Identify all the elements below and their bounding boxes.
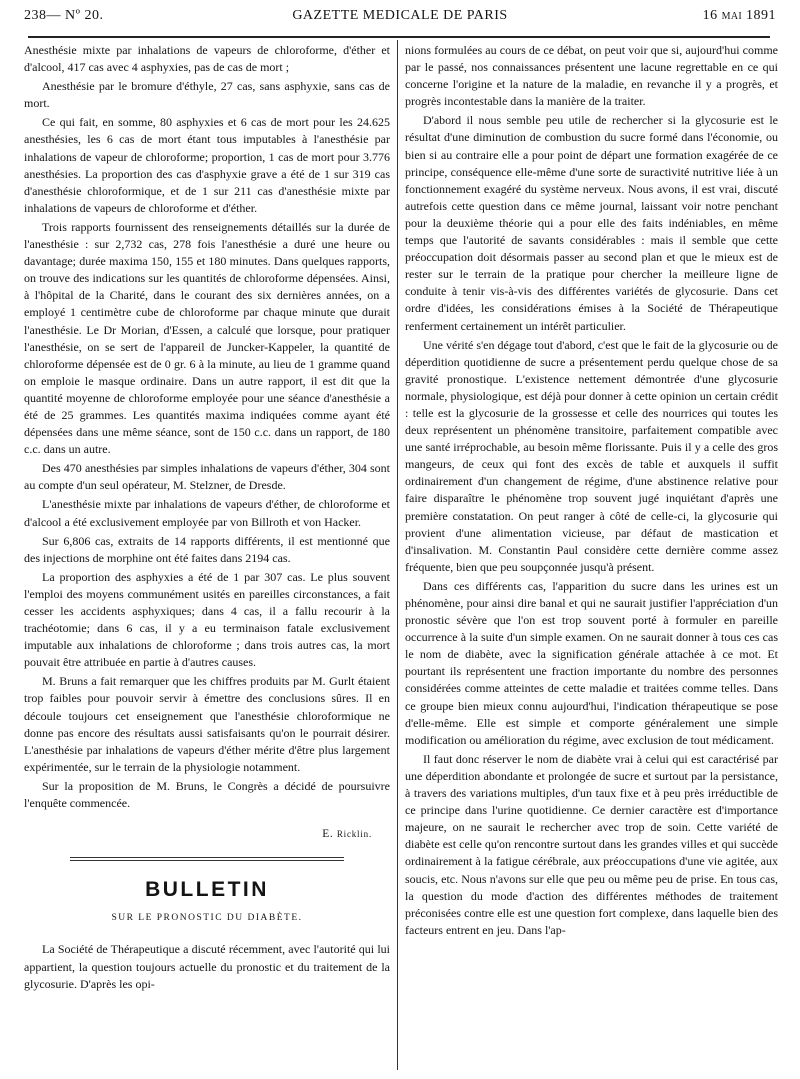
- column-divider: [397, 40, 398, 1070]
- bulletin-intro: La Société de Thérapeutique a discuté récemment, avec l'autorité qui lui appartient, la question toujours actuelle du pronostic et du traitement de la glycosurie. D'après les opi-: [24, 942, 390, 991]
- left-paragraph: Ce qui fait, en somme, 80 asphyxies et 6 cas de mort pour les 24.625 anesthésies, les 6 cas de mort étant tous imputables à l'anesthésie par inhalations de vapeur de chloroforme; proportion, 1 cas de mort pour 3.776 anesthésies. La proportion des cas d'asphyxie grave a été de 1 sur 319 cas d'anesthésie chloroformique, et de 1 sur 211 cas d'anesthésie mixte par inhalations de vapeurs de chloroforme et d'éther.: [24, 115, 390, 215]
- section-divider: [70, 857, 344, 861]
- article-signature: [24, 826, 372, 843]
- left-paragraph: Sur 6,806 cas, extraits de 14 rapports différents, il est mentionné que des injections de morphine ont été faites dans 2194 cas.: [24, 533, 390, 565]
- left-paragraph: La proportion des asphyxies a été de 1 par 307 cas. Le plus souvent l'emploi des moyens communément usités en pareilles circonstances, a fait cesser les accidents asphyxiques; dans 4 cas, il a fallu recourir à la trachéotomie; dans 6 cas, il y a eu terminaison fatale exclusivement imputable aux inhalations de chloroforme ; dans trois autres cas, la mort pouvait être attribuée en partie à d'autres causes.: [24, 569, 390, 670]
- issue-date: [703, 8, 776, 24]
- left-paragraph: M. Bruns a fait remarquer que les chiffres produits par M. Gurlt étaient trop faibles pour pouvoir servir à émettre des conclusions sûres. Il en découle toujours cet enseignement que l'anesthésie chloroformique ne donne pas encore des résultats aussi satisfaisants qu'on le pourrait désirer. L'anesthésie par inhalations de vapeurs d'éther mérite d'être plus largement expérimentée, sur le terrain de la physiologie notamment.: [24, 674, 390, 774]
- journal-title: GAZETTE MEDICALE DE PARIS: [292, 8, 508, 23]
- left-paragraph: Des 470 anesthésies par simples inhalations de vapeurs d'éther, 304 sont au compte d'un seul opérateur, M. Stelzner, de Dresde.: [24, 461, 390, 493]
- right-paragraph: nions formulées au cours de ce débat, on peut voir que si, aujourd'hui comme par le passé, nos connaissances présentent une lacune regrettable en ce qui concerne l'origine et la nature de la maladie, en revanche il y a progrès, et progrès incontestable dans la manière de la traiter.: [405, 43, 778, 109]
- section-subtitle: SUR LE PRONOSTIC DU DIABÈTE.: [111, 913, 303, 924]
- issue-date-day: 16: [702, 8, 718, 23]
- left-column: [24, 42, 390, 995]
- section-title: BULLETIN: [145, 878, 269, 902]
- left-paragraph: Anesthésie par le bromure d'éthyle, 27 cas, sans asphyxie, sans cas de mort.: [24, 79, 390, 111]
- left-paragraph: Anesthésie mixte par inhalations de vapeurs de chloroforme, d'éther et d'alcool, 417 cas avec 4 asphyxies, pas de cas de mort ;: [24, 43, 390, 75]
- right-paragraph: Il faut donc réserver le nom de diabète vrai à celui qui est caractérisé par une déperdition abondante et prolongée de sucre et surtout par la persistance, à travers des variations multiples, d'un taux fixe et à peu près irréductible de ce principe dans l'urine quotidienne. Ce dernier caractère est d'importance majeure, on ne saurait le rechercher avec trop de soin. Cette variété de diabète est celle qu'on rencontre surtout dans les grandes villes et qui succède ordinairement à la fatigue cérébrale, aux préoccupations d'une vie agitée, aux soucis, etc. Nous n'avons sur elle que peu ou même peu de prise. En tous cas, la question du mode d'action des différentes méthodes de traitement préconisées contre elle est une question fort complexe, dans laquelle bien des facteurs entrent en jeu. Dans l'ap-: [405, 751, 778, 937]
- right-paragraph: Une vérité s'en dégage tout d'abord, c'est que le fait de la glycosurie ou de déperdition quotidienne de sucre a présentement perdu quelque chose de sa gravité pronostique. L'existence nettement démontrée d'une glycosurie normale, physiologique, est déjà pour donner à cette opinion un certain crédit : telle est la glycosurie de la grossesse et celle des nourrices qui toutes les deux représentent un phénomène transitoire, parfaitement compatible avec une santé irréprochable, au besoin même florissante. Puis il y a celle des gros mangeurs, de ceux qui font des excès de table et auxquels il suffit ordinairement d'un changement de régime, d'une abstinence relative pour faire disparaître le phénomène trop souvent jugé inquiétant d'après une première constatation. On peut ranger à côté de celle-ci, la glycosurie qui provient d'une alimentation vicieuse, par défaut de mastication et d'insalivation. M. Constantin Paul considère cette dernière comme assez fréquente, bien que peu soupçonnée jusqu'à présent.: [405, 337, 778, 574]
- signature-initial: E.: [322, 828, 334, 841]
- right-column: [405, 42, 778, 941]
- issue-date-year: 1891: [746, 8, 776, 23]
- left-paragraph: Sur la proposition de M. Bruns, le Congrès a décidé de poursuivre l'enquête commencée.: [24, 778, 390, 811]
- left-paragraph: Trois rapports fournissent des renseignements détaillés sur la durée de l'anesthésie : sur 2,732 cas, 278 fois l'anesthésie a duré une heure ou davantage; durée maxima 150, 155 et 180 minutes. Dans quelques rapports, on trouve des indications sur les quantités de chloroforme dépensées. Ainsi, à l'hôpital de la Charité, dans le courant des six dernières années, on a employé 1 centimètre cube de chloroforme par chaque minute que durait l'anesthésie. Le Dr Morian, d'Essen, a calculé que lorsque, pour pratiquer l'anesthésie, on se sert de l'appareil de Juncker-Kappeler, la quantité de chloroforme dépensée est de 0 gr. 6 à la minute, au lieu de 1 gramme quand on emploie le masque ordinaire. Dans un autre rapport, il est dit que la quantité moyenne de chloroforme employée pour une séance d'anesthésie a été de 25 grammes. Les quantités maxima indiquées comme ayant été dépensées dans une même séance, sont de 150 c.c. dans un rapport, de 180 c.c. dans un autre.: [24, 219, 390, 457]
- page-header: [24, 6, 776, 30]
- header-rule: [28, 36, 770, 38]
- right-paragraph: D'abord il nous semble peu utile de rechercher si la glycosurie est le résultat d'une diminution de combustion du sucre formé dans l'économie, ou bien si au contraire elle a pour point de départ une formation exagérée de ce principe, conséquence elle-même d'une sorte de suractivité nutritive liée à un fonctionnement exagéré du système nerveux. Nous avons, il est vrai, discuté autrefois cette question dans ce même journal, laissant voir notre penchant pour la deuxième théorie qui a pour elle des faits indéniables, en même temps que l'autorité de savants considérables : mais il semble que cette préoccupation doit désormais passer au second plan et que le mieux est de rester sur le terrain de la pratique pour chercher la meilleure ligne de conduite à tenir vis-à-vis des différentes variétés de glycosurie. Dans cet ordre d'idées, les considérations émises à la Société de Thérapeutique renferment certainement un intérêt particulier.: [405, 113, 778, 333]
- page-number: 238— Nº 20.: [24, 8, 104, 23]
- signature-name: Ricklin.: [336, 829, 372, 840]
- issue-date-month: MAI: [721, 11, 742, 22]
- left-paragraph: L'anesthésie mixte par inhalations de vapeurs d'éther, de chloroforme et d'alcool a été exclusivement employée par von Billroth et von Hacker.: [24, 497, 390, 529]
- right-paragraph: Dans ces différents cas, l'apparition du sucre dans les urines est un phénomène, pour ainsi dire banal et qui ne saurait justifier l'appréciation d'un pronostic sévère que l'on est trop souvent porté à formuler en pareille occurrence à la suite d'un simple examen. On ne saurait donner à tous ces cas le nom de diabète, avec la signification générale attachée à ce mot. Et pourtant ils représentent une fraction importante du nombre des personnes considérées comme atteintes de cette maladie et traitées comme telles. Dans ce groupe bien mieux connu aujourd'hui, l'indication thérapeutique se pose d'elle-même. Elle est simple et comporte généralement une simple modification ou amélioration du régime, avec exclusion de tout médicament.: [405, 578, 778, 747]
